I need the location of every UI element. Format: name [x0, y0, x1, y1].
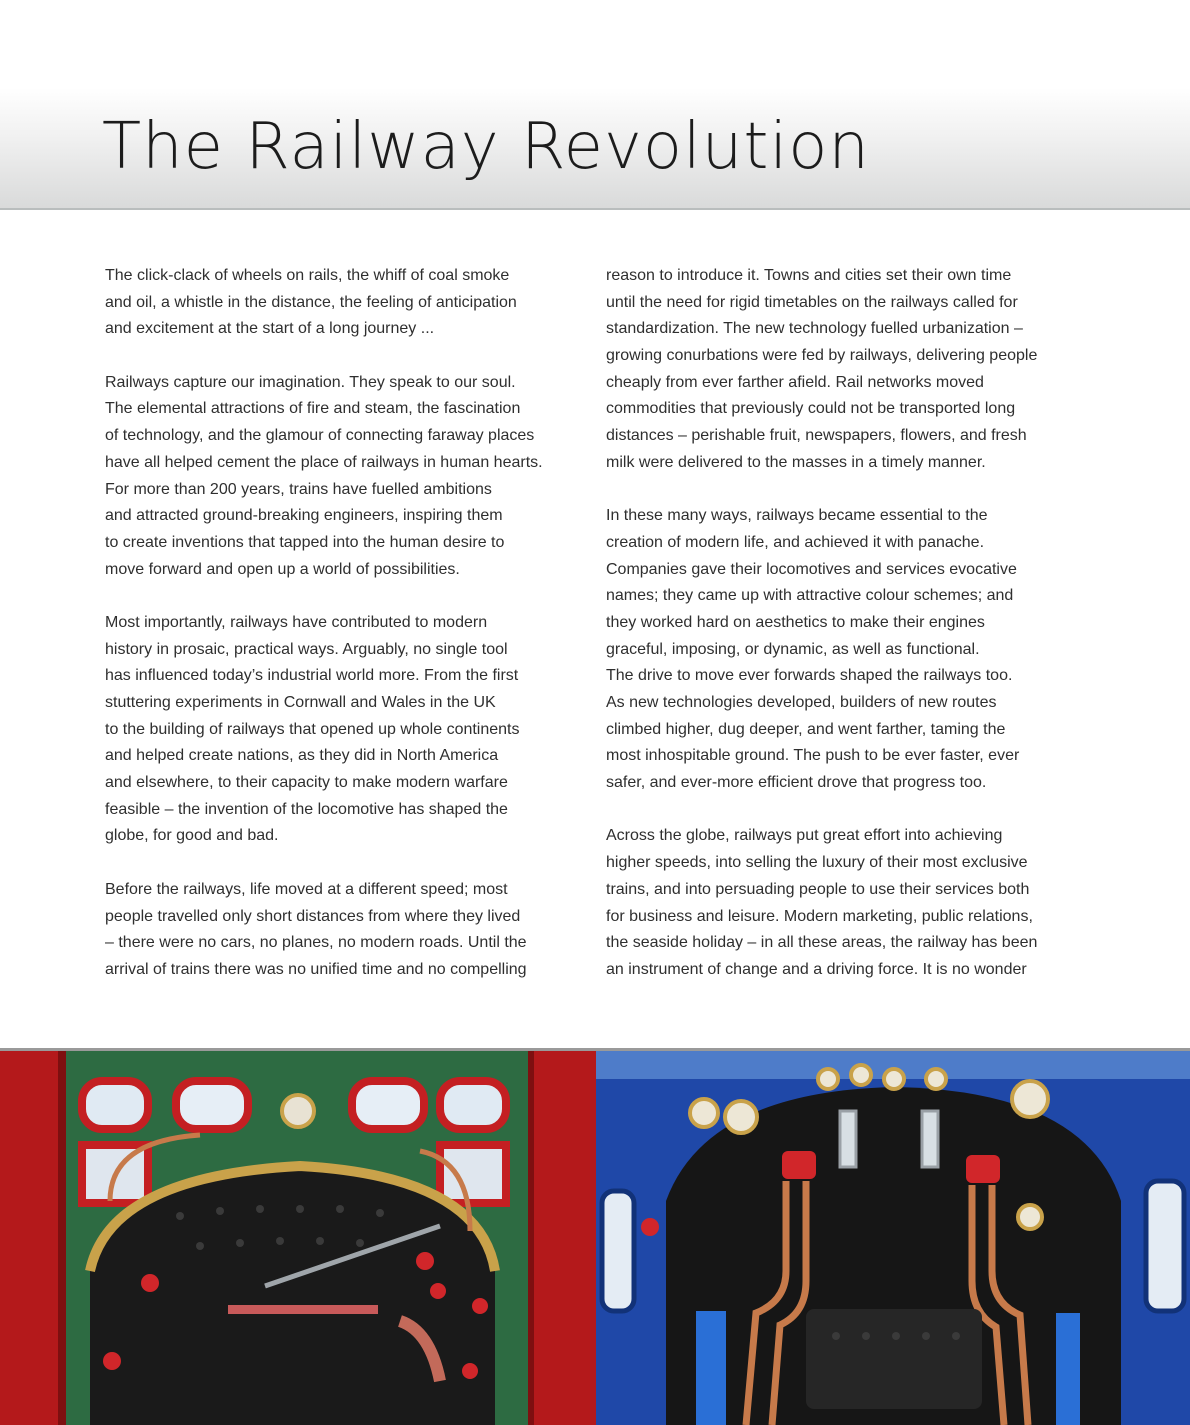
- paragraph-gap: [105, 343, 597, 370]
- cab-illustration-left: [0, 1051, 596, 1425]
- body-text-line: As new technologies developed, builders of new routes: [606, 694, 997, 711]
- body-text-line: stuttering experiments in Cornwall and Wales in the UK: [105, 694, 496, 711]
- text-column-right: [606, 263, 1098, 984]
- body-text-line: names; they came up with attractive colour schemes; and: [606, 587, 1014, 605]
- body-text-line: feasible – the invention of the locomotive has shaped the: [105, 800, 508, 818]
- locomotive-cab-photo-left: [0, 1051, 596, 1425]
- body-text-line: the seaside holiday – in all these areas, the railway has been: [606, 934, 1038, 952]
- body-text-line: The drive to move ever forwards shaped the railways too.: [606, 667, 1013, 685]
- paragraph-gap: [606, 477, 1098, 504]
- body-text-line: trains, and into persuading people to use their services both: [606, 880, 1030, 898]
- body-text-line: for business and leisure. Modern marketing, public relations,: [606, 907, 1033, 925]
- body-text-line: Before the railways, life moved at a different speed; most: [105, 880, 508, 898]
- body-text-line: and elsewhere, to their capacity to make modern warfare: [105, 774, 508, 792]
- body-text-line: cheaply from ever farther afield. Rail networks moved: [606, 373, 984, 391]
- body-text-line: graceful, imposing, or dynamic, as well as functional.: [606, 640, 980, 658]
- body-text-line: distances – perishable fruit, newspapers, flowers, and fresh: [606, 427, 1027, 445]
- body-text-line: an instrument of change and a driving force. It is no wonder: [606, 960, 1027, 978]
- paragraph-gap: [105, 583, 597, 610]
- body-text-line: commodities that previously could not be transported long: [606, 400, 1016, 418]
- body-text-line: – there were no cars, no planes, no modern roads. Until the: [105, 934, 527, 952]
- body-text-line: For more than 200 years, trains have fuelled ambitions: [105, 480, 492, 498]
- body-text-line: globe, for good and bad.: [105, 827, 279, 845]
- body-text-line: Across the globe, railways put great effort into achieving: [606, 827, 1003, 845]
- body-text-line: people travelled only short distances from where they lived: [105, 907, 521, 925]
- body-text-line: milk were delivered to the masses in a timely manner.: [606, 453, 986, 471]
- body-text-line: reason to introduce it. Towns and cities set their own time: [606, 267, 1012, 284]
- body-text-line: until the need for rigid timetables on the railways called for: [606, 293, 1018, 311]
- body-text-line: they worked hard on aesthetics to make their engines: [606, 613, 985, 631]
- body-text-line: to create inventions that tapped into the human desire to: [105, 533, 505, 551]
- body-text-line: and attracted ground-breaking engineers, inspiring them: [105, 507, 503, 525]
- locomotive-cab-photo-right: [596, 1051, 1190, 1425]
- text-column-left: [105, 263, 597, 984]
- body-text-line: higher speeds, into selling the luxury of their most exclusive: [606, 854, 1028, 872]
- body-text-line: have all helped cement the place of railways in human hearts.: [105, 453, 543, 471]
- paragraph-gap: [105, 850, 597, 877]
- body-text-line: move forward and open up a world of possibilities.: [105, 560, 460, 578]
- body-text-line: The elemental attractions of fire and steam, the fascination: [105, 400, 521, 418]
- body-text-line: has influenced today’s industrial world more. From the first: [105, 667, 519, 685]
- body-text-line: and oil, a whistle in the distance, the feeling of anticipation: [105, 293, 517, 311]
- body-text-line: growing conurbations were fed by railways, delivering people: [606, 347, 1038, 365]
- photo-strip: [0, 1048, 1190, 1425]
- body-text-line: and excitement at the start of a long journey ...: [105, 320, 435, 338]
- body-text-line: most inhospitable ground. The push to be ever faster, ever: [606, 747, 1020, 765]
- body-text-line: arrival of trains there was no unified time and no compelling: [105, 960, 527, 978]
- body-text-line: climbed higher, dug deeper, and went farther, taming the: [606, 720, 1006, 738]
- body-text-line: Railways capture our imagination. They speak to our soul.: [105, 373, 516, 391]
- body-text-line: Companies gave their locomotives and services evocative: [606, 560, 1017, 578]
- body-text-line: In these many ways, railways became essential to the: [606, 507, 988, 525]
- page-title: The Railway Revolution: [102, 110, 870, 184]
- body-text-line: creation of modern life, and achieved it with panache.: [606, 533, 985, 551]
- body-text-line: Most importantly, railways have contributed to modern: [105, 613, 488, 631]
- body-text-line: of technology, and the glamour of connecting faraway places: [105, 427, 535, 445]
- body-text-line: safer, and ever-more efficient drove that progress too.: [606, 774, 987, 792]
- cab-illustration-right: [596, 1051, 1190, 1425]
- body-text-line: standardization. The new technology fuelled urbanization –: [606, 320, 1023, 338]
- paragraph-gap: [606, 797, 1098, 824]
- body-text-line: to the building of railways that opened up whole continents: [105, 720, 520, 738]
- body-text-line: history in prosaic, practical ways. Arguably, no single tool: [105, 640, 508, 658]
- body-text-line: The click-clack of wheels on rails, the whiff of coal smoke: [105, 267, 510, 284]
- body-text-line: and helped create nations, as they did in North America: [105, 747, 499, 765]
